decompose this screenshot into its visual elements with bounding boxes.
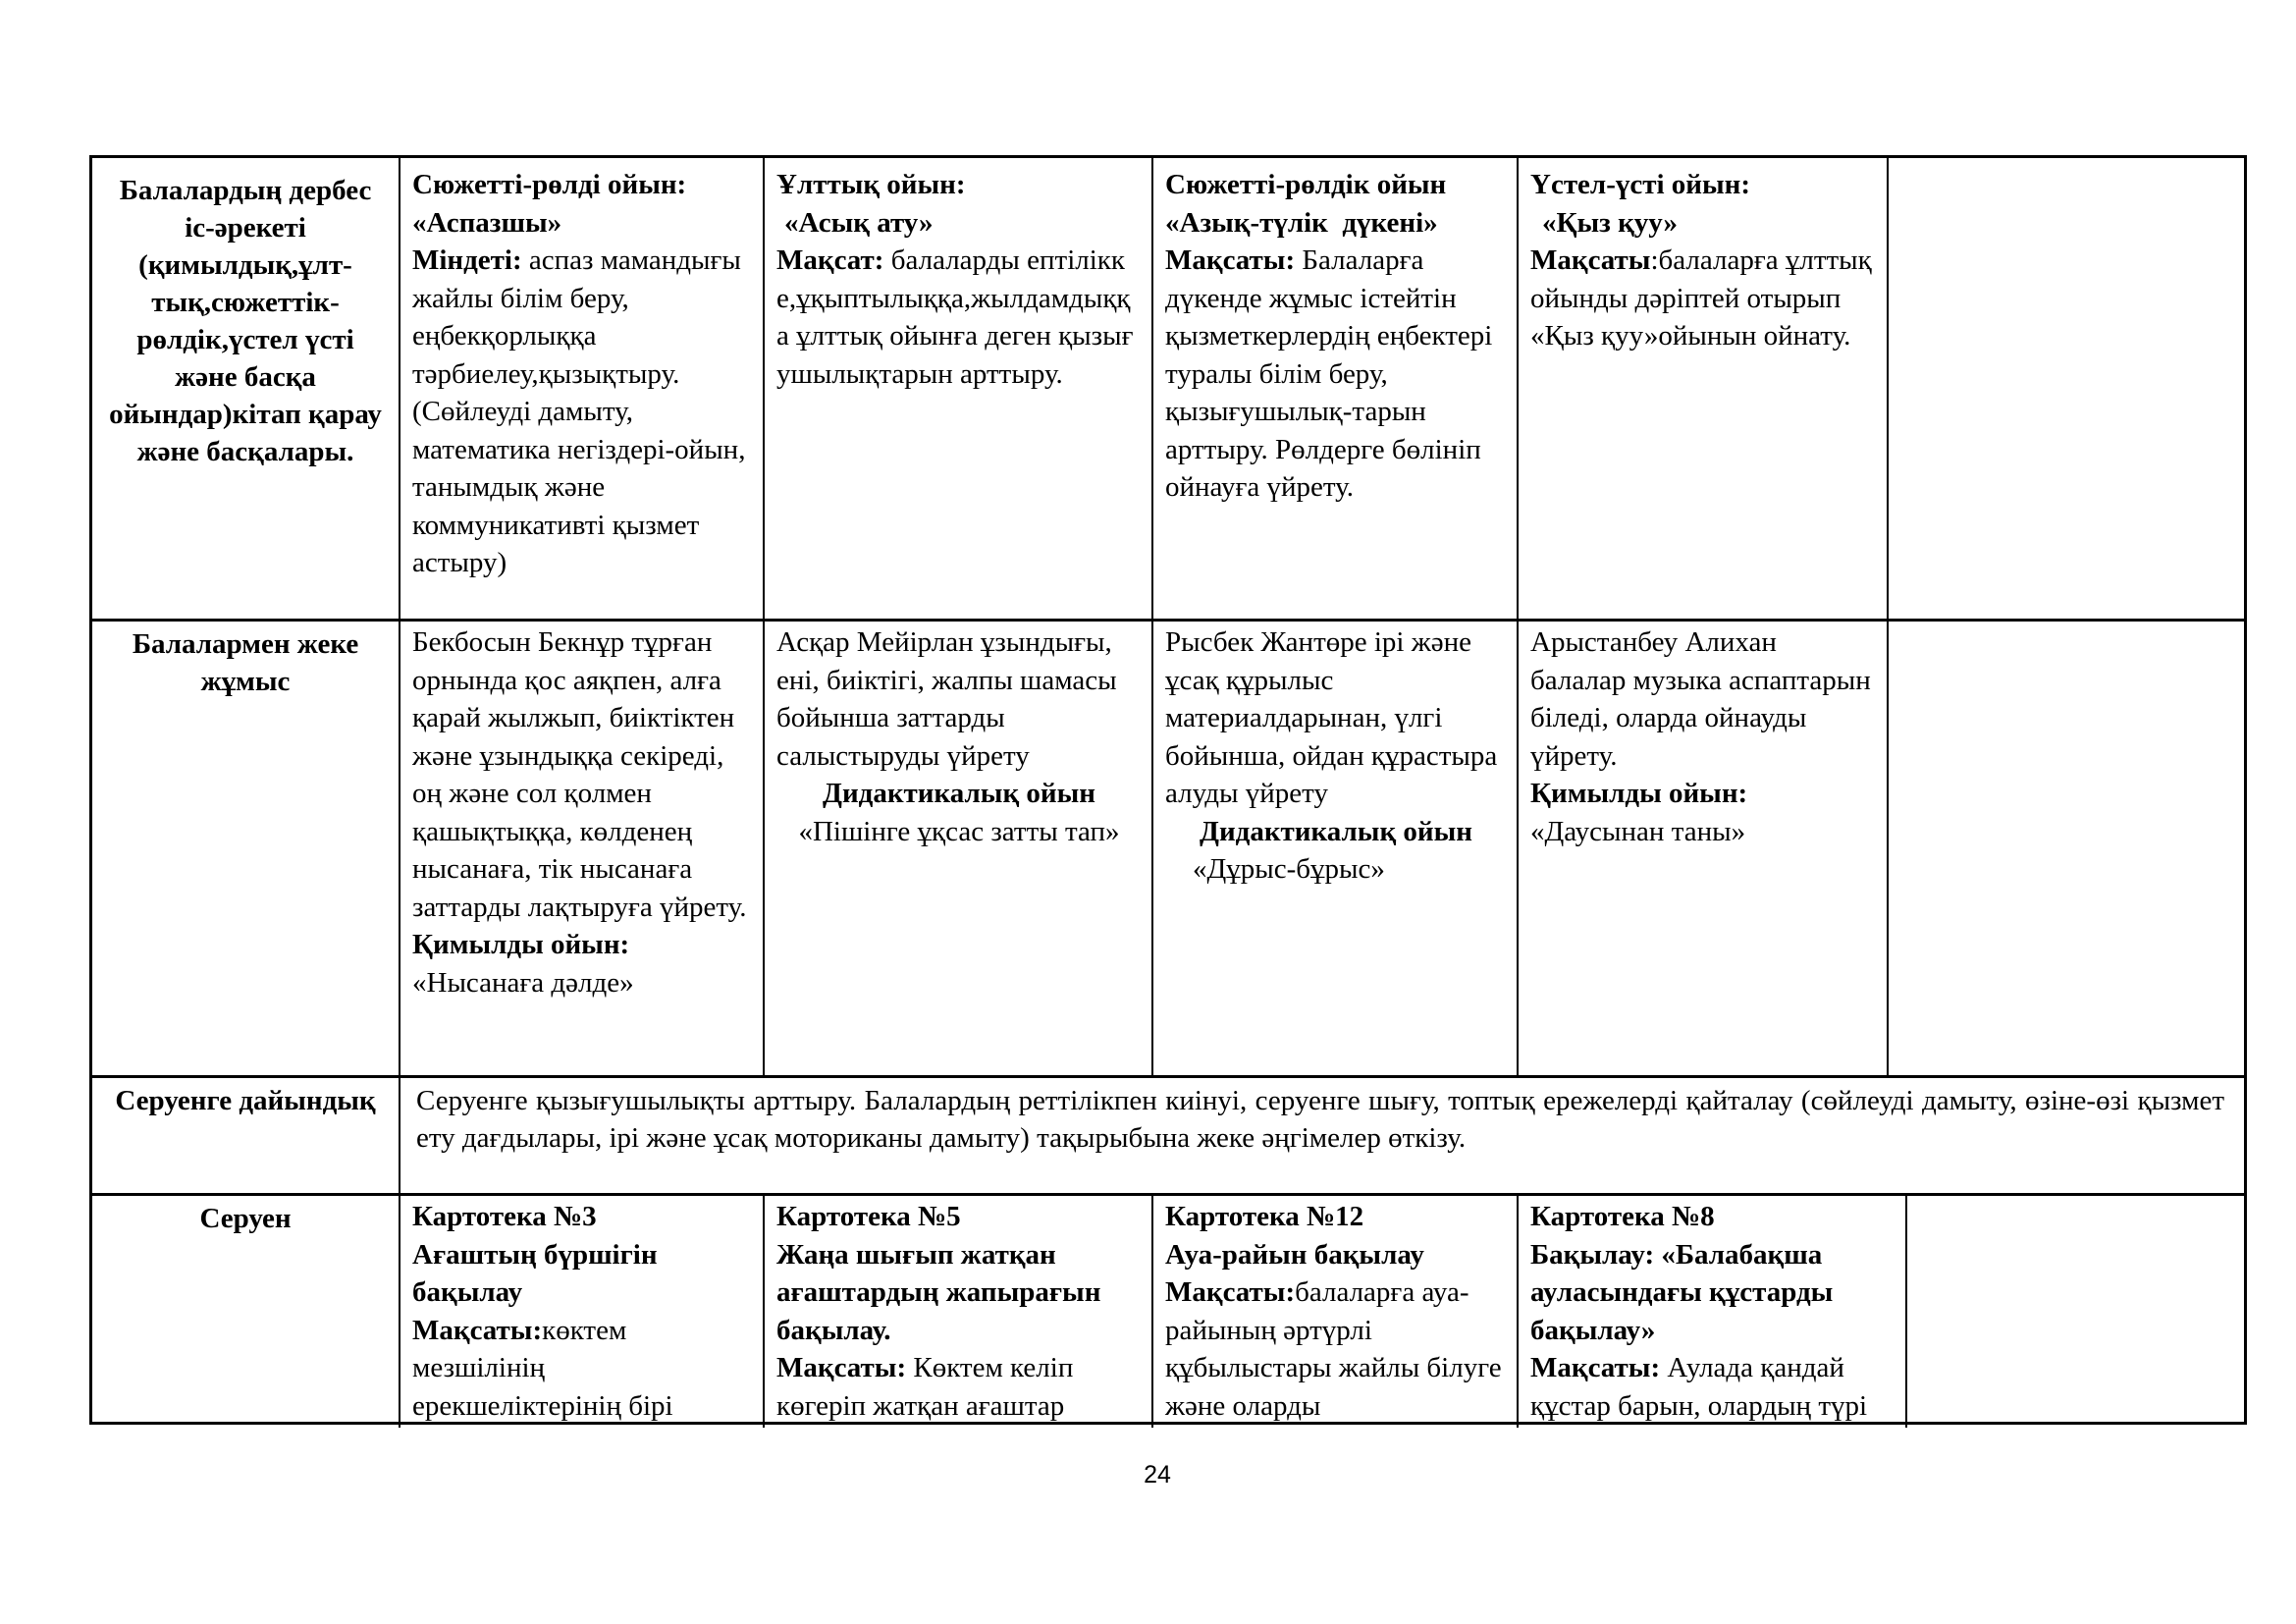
walk-text: балаларға ауа-райының әртүрлі құбылыстары жайлы білуге және оларды xyxy=(1165,1276,1502,1422)
activity-cell-2 xyxy=(763,158,1151,620)
activity-title: Сюжетті-рөлдік ойын xyxy=(1165,169,1447,200)
plan-table xyxy=(89,155,2247,1425)
walk-label: Мақсаты: xyxy=(776,1352,907,1383)
game-name: «Дұрыс-бұрыс» xyxy=(1193,853,1385,885)
game-name: «Нысанаға дәлде» xyxy=(412,966,634,999)
game-label: Дидактикалық ойын xyxy=(1200,815,1472,847)
activity-title: Сюжетті-рөлді ойын: xyxy=(412,169,687,200)
walk-text: Аулада қандай құстар барын, олардың түрі xyxy=(1530,1352,1868,1422)
individual-cell-1 xyxy=(399,620,763,1076)
activity-cell-4 xyxy=(1517,158,1887,620)
walk-description xyxy=(412,1312,753,1426)
row-header-text: Серуенге дайындық xyxy=(115,1085,376,1116)
walk-title: Жаңа шығып жатқан ағаштардың жапырағын бақылау. xyxy=(776,1238,1101,1346)
walk-label: Мақсаты: xyxy=(412,1314,543,1346)
game-label: Қимылды ойын: xyxy=(1530,778,1748,809)
empty-cell xyxy=(1905,1194,2244,1428)
individual-text: Арыстанбеу Алихан балалар музыка аспаптарын біледі, оларда ойнауды үйрету. xyxy=(1530,626,1871,772)
individual-cell-4 xyxy=(1517,620,1887,1076)
row-independent-activity xyxy=(92,158,2244,620)
walk-title: Ағаштың бүршігін бақылау xyxy=(412,1238,658,1308)
row-header-text: Балалардың дербес іс-әрекеті (қимылдық,ұлт-тық,сюжеттік-рөлдік,үстел үсті және басқа ойындар)кітап қарау және басқалары. xyxy=(109,175,382,467)
activity-cell-1 xyxy=(399,158,763,620)
row-header xyxy=(92,1194,399,1428)
activity-label: Мақсаты: xyxy=(1165,244,1296,276)
activity-description xyxy=(1165,242,1507,507)
activity-label: Мақсаты xyxy=(1530,244,1651,276)
row-header xyxy=(92,1076,399,1194)
page-number: 24 xyxy=(1144,1461,1171,1489)
activity-subtitle: «Азық-түлік дүкені» xyxy=(1165,206,1438,239)
card-number: Картотека №5 xyxy=(776,1201,961,1232)
individual-text: Бекбосын Бекнұр тұрған орнында қос аяқпен, алға қарай жылжып, биіктіктен және ұзындыққа секіреді, оң және сол қолмен қашықтыққа, көлденең нысанаға, тік нысанаға заттарды лақтыруға үйрету. xyxy=(412,626,747,923)
activity-subtitle: «Қыз қуу» xyxy=(1542,206,1679,239)
row-header-text: Балалармен жеке жұмыс xyxy=(132,628,359,697)
individual-cell-3 xyxy=(1151,620,1517,1076)
card-number: Картотека №3 xyxy=(412,1201,597,1232)
game-label: Дидактикалық ойын xyxy=(823,778,1095,809)
activity-description xyxy=(1530,242,1877,355)
activity-cell-3 xyxy=(1151,158,1517,620)
walk-cell-4 xyxy=(1517,1194,1905,1428)
walk-title: Бақылау: «Балабақша ауласындағы құстарды бақылау» xyxy=(1530,1238,1834,1346)
walk-title: Ауа-райын бақылау xyxy=(1165,1238,1424,1271)
activity-text: :балаларға ұлттық ойынды дәріптей отырып «Қыз қуу»ойынын ойнату. xyxy=(1530,244,1872,352)
walk-text: Көктем келіп көгеріп жатқан ағаштар xyxy=(776,1352,1074,1422)
row-walk xyxy=(92,1194,2244,1428)
activity-label: Міндеті: xyxy=(412,244,522,276)
activity-description xyxy=(412,242,753,582)
game-name: «Даусынан таны» xyxy=(1530,815,1746,847)
walk-label: Мақсаты: xyxy=(1530,1352,1661,1383)
activity-title: Үстел-үсті ойын: xyxy=(1530,169,1750,200)
individual-text: Асқар Мейірлан ұзындығы, ені, биіктігі, жалпы шамасы бойынша заттарды салыстыруды үйрету xyxy=(776,626,1117,772)
empty-cell xyxy=(1887,620,2244,1076)
row-header-text: Серуен xyxy=(199,1203,292,1234)
activity-subtitle: «Асық ату» xyxy=(784,206,934,239)
walk-preparation-text xyxy=(399,1076,2244,1194)
walk-cell-2 xyxy=(763,1194,1151,1428)
activity-description xyxy=(776,242,1142,393)
individual-cell-2 xyxy=(763,620,1151,1076)
activity-text: Балаларға дүкенде жұмыс істейтін қызметкерлердің еңбектері туралы білім беру, қызығушылық-тарын арттыру. Рөлдерге бөлініп ойнауға үйрету. xyxy=(1165,244,1493,503)
activity-title: Ұлттық ойын: xyxy=(776,169,966,200)
game-label: Қимылды ойын: xyxy=(412,929,630,960)
walk-description xyxy=(1165,1273,1507,1425)
walk-cell-3 xyxy=(1151,1194,1517,1428)
walk-label: Мақсаты: xyxy=(1165,1276,1296,1308)
walk-preparation-description: Серуенге қызығушылықты арттыру. Балалардың реттілікпен киінуі, серуенге шығу, топтық ережелерді қайталау (сөйлеуді дамыту, өзіне-өзі қызмет ету дағдылары, ірі және ұсақ моториканы дамыту) тақырыбына жеке әңгімелер өткізу. xyxy=(416,1085,2224,1154)
row-individual-work xyxy=(92,620,2244,1076)
walk-cell-1 xyxy=(399,1194,763,1428)
individual-text: Рысбек Жантөре ірі және ұсақ құрылыс материалдарынан, үлгі бойынша, ойдан құрастыра алуды үйрету xyxy=(1165,626,1498,809)
walk-description xyxy=(776,1349,1142,1425)
row-header xyxy=(92,158,399,620)
card-number: Картотека №8 xyxy=(1530,1201,1715,1232)
empty-cell xyxy=(1887,158,2244,620)
row-walk-preparation xyxy=(92,1076,2244,1194)
activity-text: балаларды ептілікке,ұқыптылыққа,жылдамдыққа ұлттық ойынға деген қызығушылықтарын арттыру. xyxy=(776,244,1134,390)
walk-description xyxy=(1530,1349,1896,1425)
activity-text: аспаз мамандығы жайлы білім беру, еңбекқорлыққа тәрбиелеу,қызықтыру. (Сөйлеуді дамыту, математика негіздері-ойын, танымдық және коммуникативті қызмет астыру) xyxy=(412,244,746,578)
card-number: Картотека №12 xyxy=(1165,1201,1364,1232)
game-name: «Пішінге ұқсас затты тап» xyxy=(798,815,1120,847)
activity-subtitle: «Аспазшы» xyxy=(412,206,562,239)
walk-text: көктем мезшілінің ерекшеліктерінің бірі xyxy=(412,1314,673,1422)
activity-label: Мақсат: xyxy=(776,244,884,276)
row-header xyxy=(92,620,399,1076)
